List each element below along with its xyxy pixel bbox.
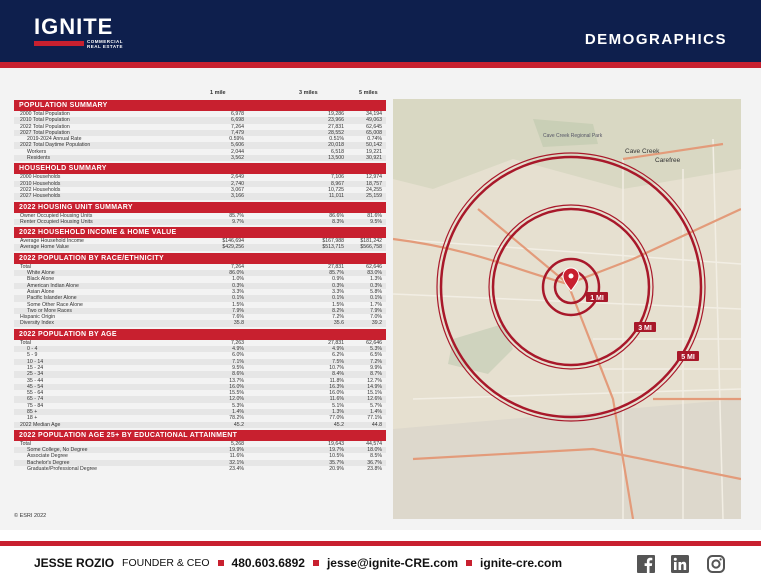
row-value: 6,518 [331, 148, 344, 155]
row-value: 20,018 [328, 142, 344, 149]
row-value: 0.51% [329, 136, 344, 143]
row-label: 2010 Households [20, 180, 61, 187]
row-label: Pacific Islander Alone [27, 295, 77, 302]
row-value: 6,978 [231, 111, 244, 117]
row-value: 62,646 [366, 339, 382, 346]
row-value: 8.2% [332, 307, 344, 314]
row-value: 24,255 [366, 186, 382, 193]
row-label: Associate Degree [27, 453, 68, 460]
row-value: 23,966 [328, 117, 344, 124]
svg-text:3 MI: 3 MI [638, 325, 652, 332]
row-value: 0.3% [370, 282, 382, 289]
row-label: 0 - 4 [27, 346, 38, 353]
row-value: 45.2 [333, 421, 344, 428]
row-value: 1.4% [232, 408, 244, 415]
place-cave-creek: Cave Creek [625, 148, 660, 155]
svg-text:5 MI: 5 MI [681, 354, 695, 361]
row-label: 2027 Households [20, 193, 61, 200]
row-value: 19.9% [229, 447, 244, 454]
row-value: 4.9% [232, 346, 244, 353]
row-value: 19.7% [329, 447, 344, 454]
ring-label-3mi [634, 322, 656, 332]
map-svg [393, 99, 741, 519]
section-header: HOUSEHOLD SUMMARY [14, 163, 386, 174]
row-value: $429,256 [222, 244, 244, 251]
row-value: 7,263 [231, 339, 244, 346]
row-value: 19,221 [366, 148, 382, 155]
row-label: 45 - 54 [27, 383, 44, 390]
row-label: 2000 Households [20, 174, 61, 181]
ignite-logo [34, 14, 124, 49]
row-value: 83.0% [367, 270, 382, 277]
row-value: 0.1% [370, 295, 382, 302]
row-value: 86.0% [229, 270, 244, 277]
row-label: Diversity Index [20, 320, 55, 327]
row-value: 1.5% [232, 301, 244, 308]
separator [218, 560, 224, 566]
contact-title: FOUNDER & CEO [122, 557, 210, 569]
row-label: American Indian Alone [27, 282, 79, 289]
row-label: Bachelor's Degree [27, 459, 70, 466]
row-value: 9.5% [232, 364, 244, 371]
row-value: 1.4% [370, 408, 382, 415]
row-value: 35.8 [233, 320, 244, 327]
row-value: 7,264 [231, 263, 244, 270]
place-regional-park: Cave Creek Regional Park [543, 133, 603, 139]
row-value: 15.1% [367, 390, 382, 397]
row-value: 35.6 [333, 320, 344, 327]
row-value: 7,106 [331, 174, 344, 181]
row-label: Hispanic Origin [20, 314, 56, 321]
row-value: 1.5% [332, 301, 344, 308]
row-value: 0.59% [229, 136, 244, 143]
row-value: $167,988 [322, 238, 344, 245]
table-row [14, 422, 386, 428]
col-5-miles: 5 miles [359, 90, 378, 96]
row-value: 13,500 [328, 155, 344, 162]
row-value: 27,831 [328, 339, 344, 346]
row-value: 30,921 [366, 155, 382, 162]
row-value: 50,142 [366, 142, 382, 149]
row-label: 75 - 84 [27, 402, 44, 409]
row-label: Total [20, 440, 31, 447]
row-value: 7.2% [332, 314, 344, 321]
contact-phone[interactable]: 480.603.6892 [231, 556, 305, 570]
col-3-miles: 3 miles [299, 90, 318, 96]
row-value: 7.0% [370, 314, 382, 321]
row-value: 1.7% [370, 301, 382, 308]
logo-sub-line-1: COMMERCIAL [87, 39, 123, 44]
row-value: 81.6% [367, 212, 382, 219]
row-value: 45.2 [233, 421, 244, 428]
contact-email[interactable]: jesse@ignite-CRE.com [326, 556, 459, 570]
row-value: 0.1% [332, 295, 344, 302]
row-label: 2022 Median Age [20, 421, 61, 428]
table-row [14, 244, 386, 250]
row-value: 2,740 [231, 180, 244, 187]
row-value: 62,645 [366, 123, 382, 130]
row-label: Average Household Income [20, 238, 84, 245]
row-value: 2,649 [231, 174, 244, 181]
location-map[interactable] [393, 99, 741, 519]
row-label: 2000 Total Population [20, 111, 70, 117]
row-label: 65 - 74 [27, 396, 44, 403]
row-value: 8,967 [331, 180, 344, 187]
row-value: 8.5% [370, 453, 382, 460]
row-label: Workers [27, 148, 47, 155]
row-value: 5,268 [231, 440, 244, 447]
row-label: Total [20, 339, 31, 346]
row-value: 10.7% [329, 364, 344, 371]
esri-note: © ESRI 2022 [14, 513, 47, 519]
row-value: 12.6% [367, 396, 382, 403]
row-value: 62,646 [366, 263, 382, 270]
row-label: Some Other Race Alone [27, 301, 83, 308]
row-value: 2,044 [231, 148, 244, 155]
row-value: 65,008 [366, 129, 382, 136]
row-value: 12.7% [367, 377, 382, 384]
row-value: 15.5% [229, 390, 244, 397]
row-value: 5,606 [231, 142, 244, 149]
row-value: 36.7% [367, 459, 382, 466]
row-value: 1.3% [332, 408, 344, 415]
page-header [0, 0, 761, 62]
row-value: 85.7% [329, 270, 344, 277]
row-value: 12,974 [366, 174, 382, 181]
place-carefree: Carefree [655, 157, 681, 164]
row-value: 20.9% [329, 466, 344, 473]
row-label: 35 - 44 [27, 377, 44, 384]
page-title: DEMOGRAPHICS [584, 31, 727, 48]
column-headers [14, 90, 386, 98]
row-label: Black Alone [27, 276, 55, 283]
row-label: Asian Alone [27, 288, 55, 295]
row-label: Residents [27, 155, 51, 162]
row-value: 19,286 [328, 111, 344, 117]
row-label: Some College, No Degree [27, 447, 88, 454]
section-header: 2022 HOUSEHOLD INCOME & HOME VALUE [14, 227, 386, 238]
row-value: 7.6% [232, 314, 244, 321]
row-value: 8.6% [232, 371, 244, 378]
row-value: 5.3% [370, 346, 382, 353]
row-value: 9.9% [370, 364, 382, 371]
row-value: 11.8% [329, 377, 344, 384]
page-footer [0, 546, 761, 588]
row-value: 49,063 [366, 117, 382, 124]
row-value: 3.3% [332, 288, 344, 295]
row-label: 2010 Total Population [20, 117, 70, 124]
row-value: 28,552 [328, 129, 344, 136]
row-value: 1.3% [370, 276, 382, 283]
row-value: 14.9% [367, 383, 382, 390]
row-value: 44,574 [366, 440, 382, 447]
row-value: 32.1% [229, 459, 244, 466]
row-value: 35.7% [329, 459, 344, 466]
row-label: 10 - 14 [27, 358, 44, 365]
row-value: 8.4% [332, 371, 344, 378]
row-value: $566,758 [360, 244, 382, 251]
table-row [14, 155, 386, 161]
section-header: 2022 POPULATION AGE 25+ BY EDUCATIONAL ATTAINMENT [14, 430, 386, 441]
row-label: Renter Occupied Housing Units [20, 218, 93, 225]
row-label: 25 - 34 [27, 371, 44, 378]
row-value: 0.74% [367, 136, 382, 143]
row-value: 7,264 [231, 123, 244, 130]
logo-bar [34, 41, 84, 46]
row-value: 16.3% [329, 383, 344, 390]
table-row [14, 219, 386, 225]
row-value: 77.1% [367, 415, 382, 422]
row-value: 10.5% [329, 453, 344, 460]
separator [313, 560, 319, 566]
instagram-icon[interactable] [706, 554, 726, 574]
row-label: White Alone [27, 270, 55, 277]
row-value: 12.0% [229, 396, 244, 403]
row-label: 2027 Total Population [20, 129, 70, 136]
row-value: 78.2% [229, 415, 244, 422]
row-value: 5.3% [232, 402, 244, 409]
row-value: 44.8 [371, 421, 382, 428]
demographics-table [14, 90, 386, 472]
contact-info [34, 556, 562, 570]
row-label: 2022 Total Population [20, 123, 70, 130]
contact-name: JESSE ROZIO [34, 556, 115, 570]
row-value: 8.7% [370, 371, 382, 378]
row-value: 27,831 [328, 123, 344, 130]
row-label: 15 - 24 [27, 364, 44, 371]
row-value: $146,694 [222, 238, 244, 245]
row-value: 85.7% [229, 212, 244, 219]
logo-sub-line-2: REAL ESTATE [87, 44, 124, 49]
section-header: 2022 HOUSING UNIT SUMMARY [14, 202, 386, 213]
row-value: 1.0% [232, 276, 244, 283]
row-value: 3,562 [231, 155, 244, 162]
row-value: 3.3% [232, 288, 244, 295]
col-1-mile: 1 mile [210, 90, 226, 96]
section-header: POPULATION SUMMARY [14, 100, 386, 111]
table-row [14, 193, 386, 199]
row-value: 5.7% [370, 402, 382, 409]
row-value: 0.1% [232, 295, 244, 302]
contact-website[interactable]: ignite-cre.com [480, 556, 563, 570]
row-value: 18.0% [367, 447, 382, 454]
table-row [14, 320, 386, 326]
row-value: 7.1% [232, 358, 244, 365]
row-value: 23.8% [367, 466, 382, 473]
row-value: 23.4% [229, 466, 244, 473]
row-value: 25,159 [366, 193, 382, 200]
row-value: 11.6% [229, 453, 244, 460]
row-value: 77.0% [329, 415, 344, 422]
row-value: 18,757 [366, 180, 382, 187]
row-label: 85 + [27, 408, 38, 415]
section-header: 2022 POPULATION BY AGE [14, 329, 386, 340]
row-value: 13.7% [229, 377, 244, 384]
row-value: 7.9% [232, 307, 244, 314]
logo-word: IGNITE [34, 14, 114, 39]
row-value: 7.5% [332, 358, 344, 365]
row-value: 9.5% [370, 218, 382, 225]
row-value: 9.7% [232, 218, 244, 225]
row-value: 5.1% [332, 402, 344, 409]
row-value: 7.9% [370, 307, 382, 314]
row-value: 34,194 [366, 111, 382, 117]
row-value: 39.2 [371, 320, 382, 327]
row-label: 2022 Total Daytime Population [20, 142, 91, 149]
table-sections [14, 100, 386, 472]
row-value: 4.9% [332, 346, 344, 353]
row-value: 0.3% [232, 282, 244, 289]
logo-subtitle [87, 39, 123, 49]
row-value: 7.2% [370, 358, 382, 365]
ring-label-5mi [677, 351, 699, 361]
row-label: 18 + [27, 415, 38, 422]
row-value: 6.0% [232, 352, 244, 359]
row-value: 0.9% [332, 276, 344, 283]
row-value: $181,242 [360, 238, 382, 245]
ring-label-1mi [586, 292, 608, 302]
row-value: 3,166 [231, 193, 244, 200]
row-value: 19,643 [328, 440, 344, 447]
row-label: Graduate/Professional Degree [27, 466, 98, 473]
row-value: 11,011 [328, 193, 344, 200]
row-label: Total [20, 263, 31, 270]
row-label: 2019-2024 Annual Rate [27, 136, 82, 143]
row-label: Owner Occupied Housing Units [20, 212, 93, 219]
facebook-icon[interactable] [636, 554, 656, 574]
section-header: 2022 POPULATION BY RACE/ETHNICITY [14, 253, 386, 264]
row-label: 5 - 9 [27, 352, 38, 359]
row-value: 86.6% [329, 212, 344, 219]
row-value: 6.5% [370, 352, 382, 359]
svg-text:1 MI: 1 MI [590, 295, 604, 302]
linkedin-icon[interactable] [670, 554, 690, 574]
row-value: 5.8% [370, 288, 382, 295]
row-value: 7,479 [231, 129, 244, 136]
separator [466, 560, 472, 566]
row-value: 8.3% [332, 218, 344, 225]
row-value: 27,831 [328, 263, 344, 270]
row-value: 3,067 [231, 186, 244, 193]
row-label: Average Home Value [20, 244, 69, 251]
row-label: 55 - 64 [27, 390, 44, 397]
row-value: 6.2% [332, 352, 344, 359]
row-value: 11.6% [329, 396, 344, 403]
row-label: Two or More Races [27, 307, 72, 314]
row-label: 2022 Households [20, 186, 61, 193]
row-value: 6,698 [231, 117, 244, 124]
row-value: 0.3% [332, 282, 344, 289]
row-value: 10,725 [328, 186, 344, 193]
row-value: 16.0% [229, 383, 244, 390]
table-row [14, 466, 386, 472]
row-value: 16.0% [329, 390, 344, 397]
row-value: $513,715 [322, 244, 344, 251]
